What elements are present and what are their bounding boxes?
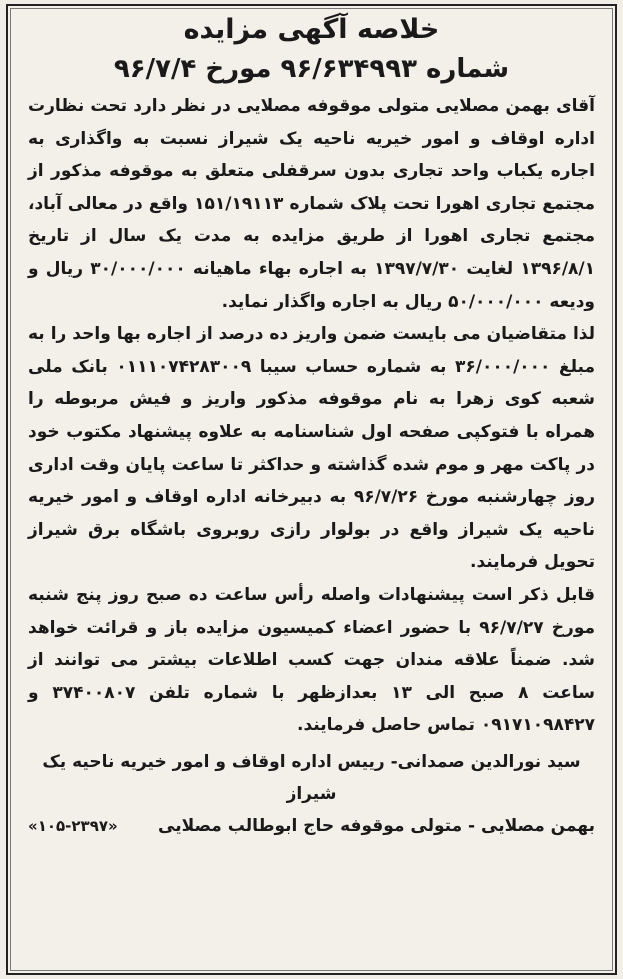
signature-line-2-row [28, 810, 595, 842]
notice-title: خلاصه آگهی مزایده [183, 14, 440, 45]
paragraph-requirements: لذا متقاضیان می بایست ضمن واریز ده درصد از اجاره بها واحد را به مبلغ ۳۶/۰۰۰/۰۰۰ به شماره حساب سیبا ۰۱۱۱۰۷۴۲۸۳۰۰۹ بانک ملی شعبه کوی زهرا به نام موقوفه مذکور واریز و فیش مربوطه را همراه با فتوکپی صفحه اول شناسنامه به علاوه پیشنهاد مکتوب خود در پاکت مهر و موم شده گذاشته و حداکثر تا ساعت پایان وقت اداری روز چهارشنبه مورخ ۹۶/۷/۲۶ به دبیرخانه اداره اوقاف و امور خیریه ناحیه یک شیراز واقع در بولوار رازی روبروی باشگاه برق شیراز تحویل فرمایند. [28, 324, 596, 573]
notice-code: «۱۰۵-۲۳۹۷» [28, 816, 118, 835]
auction-notice [6, 4, 617, 975]
notice-body [28, 90, 595, 742]
paragraph-intro: آقای بهمن مصلایی متولی موقوفه مصلایی در نظر دارد تحت نظارت اداره اوقاف و امور خیریه ناحیه یک شیراز نسبت به واگذاری به اجاره یکباب واحد تجاری بدون سرقفلی متعلق به موقوفه مذکور از مجتمع تجاری اهورا تحت پلاک شماره ۱۵۱/۱۹۱۱۳ واقع در معالی آباد، مجتمع تجاری اهورا از طریق مزایده به مدت یک سال از تاریخ ۱۳۹۶/۸/۱ لغایت ۱۳۹۷/۷/۳۰ به اجاره بهاء ماهیانه ۳۰/۰۰۰/۰۰۰ ریال و ودیعه ۵۰/۰۰۰/۰۰۰ ریال به اجاره واگذار نماید. [28, 96, 595, 312]
notice-subtitle: شماره ۹۶/۶۳۴۹۹۳ مورخ ۹۶/۷/۴ [113, 54, 510, 84]
signature-line-1: سید نورالدین صمدانی- رییس اداره اوقاف و امور خیریه ناحیه یک شیراز [42, 751, 581, 804]
signature-line-2: بهمن مصلایی - متولی موقوفه حاج ابوطالب مصلایی [158, 815, 595, 836]
paragraph-opening: قابل ذکر است پیشنهادات واصله رأس ساعت ده صبح روز پنج شنبه مورخ ۹۶/۷/۲۷ با حضور اعضاء کمیسیون مزایده باز و قرائت خواهد شد. ضمناً علاقه مندان جهت کسب اطلاعات بیشتر می توانند از ساعت ۸ صبح الی ۱۳ بعدازظهر با شماره تلفن ۳۷۴۰۰۸۰۷ و ۰۹۱۷۱۰۹۸۴۲۷ تماس حاصل فرمایند. [28, 584, 595, 736]
